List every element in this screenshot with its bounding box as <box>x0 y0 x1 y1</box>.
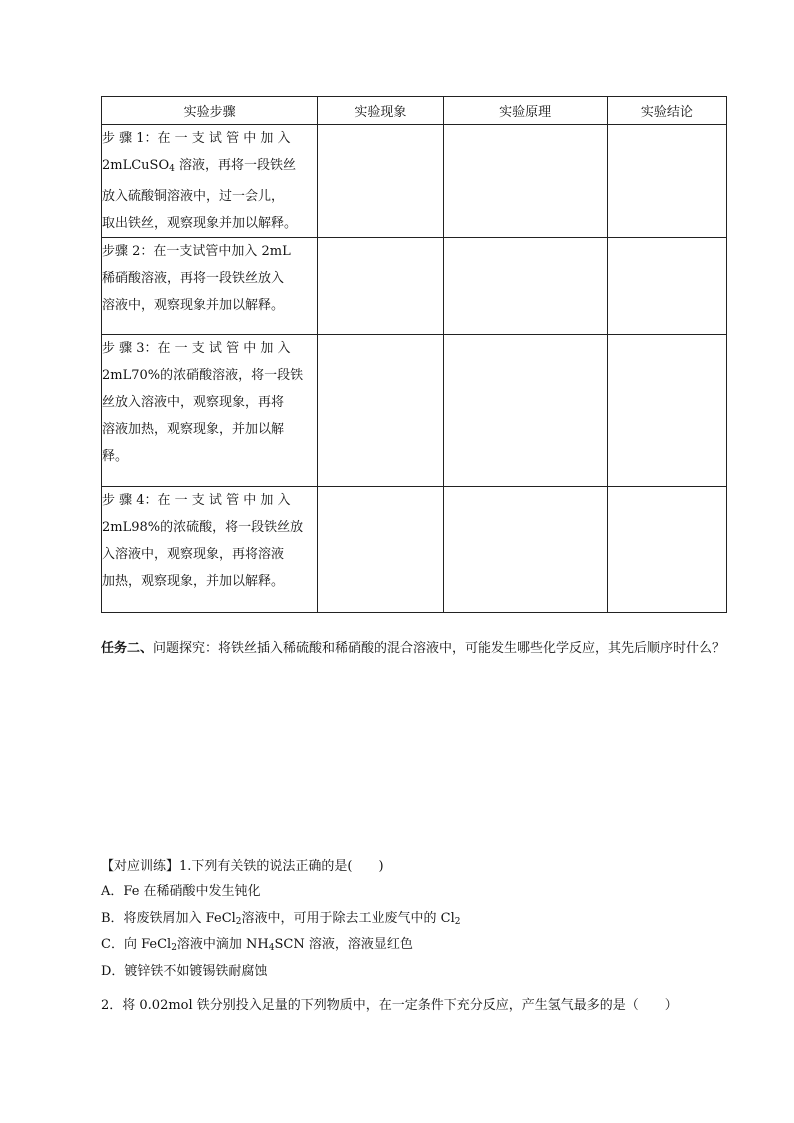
step1-formula: 2mLCuSO <box>102 158 170 173</box>
principle-cell <box>443 238 607 335</box>
phenomenon-cell <box>318 238 443 335</box>
option-b-mid: 溶液中，可用于除去工业废气中的 Cl <box>241 911 455 926</box>
phenomenon-cell <box>318 335 443 487</box>
table-row <box>102 238 727 335</box>
step1-line <box>102 152 317 183</box>
step1-cell <box>102 125 318 238</box>
option-d: D．镀锌铁不如镀锡铁耐腐蚀 <box>101 964 268 979</box>
option-b-sub2: 2 <box>454 917 461 927</box>
task2-paragraph <box>101 635 731 662</box>
step3-line: 丝放入溶液中，观察现象，再将 <box>102 395 285 410</box>
step1-line: 取出铁丝，观察现象并加以解释。 <box>102 216 298 231</box>
step2-cell <box>102 238 318 335</box>
header-conclusion: 实验结论 <box>607 97 726 125</box>
conclusion-cell <box>607 335 726 487</box>
step4-line: 加热，观察现象，并加以解释。 <box>102 574 285 589</box>
option-c <box>101 933 413 953</box>
step2-line: 步骤 2：在一支试管中加入 2mL <box>102 244 291 259</box>
question2: 2．将 0.02mol 铁分别投入足量的下列物质中，在一定条件下充分反应，产生氢气最多的是（ ） <box>101 998 678 1013</box>
step1-line: 步 骤 1：在 一 支 试 管 中 加 入 <box>102 131 291 146</box>
principle-cell <box>443 487 607 613</box>
step4-line: 2mL98%的浓硫酸，将一段铁丝放 <box>102 520 304 535</box>
principle-cell <box>443 335 607 487</box>
conclusion-cell <box>607 238 726 335</box>
table-row <box>102 487 727 613</box>
step1-line-text: 溶液，再将一段铁丝 <box>179 158 297 173</box>
step3-line: 溶液加热，观察现象，并加以解 <box>102 422 285 437</box>
step3-line: 2mL70%的浓硝酸溶液，将一段铁 <box>102 368 304 383</box>
step1-line: 放入硫酸铜溶液中，过一会儿， <box>102 189 285 204</box>
step1-formula-sub: 4 <box>169 164 175 174</box>
step2-line: 稀硝酸溶液，再将一段铁丝放入 <box>102 271 285 286</box>
experiment-table <box>101 96 727 613</box>
principle-cell <box>443 125 607 238</box>
conclusion-cell <box>607 125 726 238</box>
step4-line: 步 骤 4：在 一 支 试 管 中 加 入 <box>102 493 291 508</box>
phenomenon-cell <box>318 487 443 613</box>
table-header-row <box>102 97 727 125</box>
task2-label: 任务二、 <box>101 641 154 656</box>
step2-line: 溶液中，观察现象并加以解释。 <box>102 298 285 313</box>
option-c-pre: C．向 FeCl <box>101 937 172 952</box>
option-c-mid: 溶液中滴加 NH <box>176 937 269 952</box>
table-row <box>102 335 727 487</box>
step4-cell <box>102 487 318 613</box>
step4-line: 入溶液中，观察现象，再将溶液 <box>102 547 285 562</box>
question1-title: 【对应训练】1.下列有关铁的说法正确的是( ) <box>101 859 384 874</box>
step3-line: 释。 <box>102 449 129 464</box>
option-c-post: SCN 溶液，溶液显红色 <box>274 937 413 952</box>
table-row <box>102 125 727 238</box>
header-step: 实验步骤 <box>102 97 318 125</box>
option-c-sub2: 4 <box>268 943 275 953</box>
option-b-sub: 2 <box>235 917 242 927</box>
conclusion-cell <box>607 487 726 613</box>
task2-text: 问题探究：将铁丝插入稀硫酸和稀硝酸的混合溶液中，可能发生哪些化学反应，其先后顺序时什么？ <box>153 641 726 656</box>
phenomenon-cell <box>318 125 443 238</box>
option-a: A．Fe 在稀硝酸中发生钝化 <box>101 884 261 899</box>
step3-cell <box>102 335 318 487</box>
option-c-sub: 2 <box>171 943 177 953</box>
option-b <box>101 907 461 927</box>
header-principle: 实验原理 <box>443 97 607 125</box>
option-b-pre: B．将废铁屑加入 FeCl <box>101 911 236 926</box>
step3-line: 步 骤 3：在 一 支 试 管 中 加 入 <box>102 341 291 356</box>
header-phenomenon: 实验现象 <box>318 97 443 125</box>
